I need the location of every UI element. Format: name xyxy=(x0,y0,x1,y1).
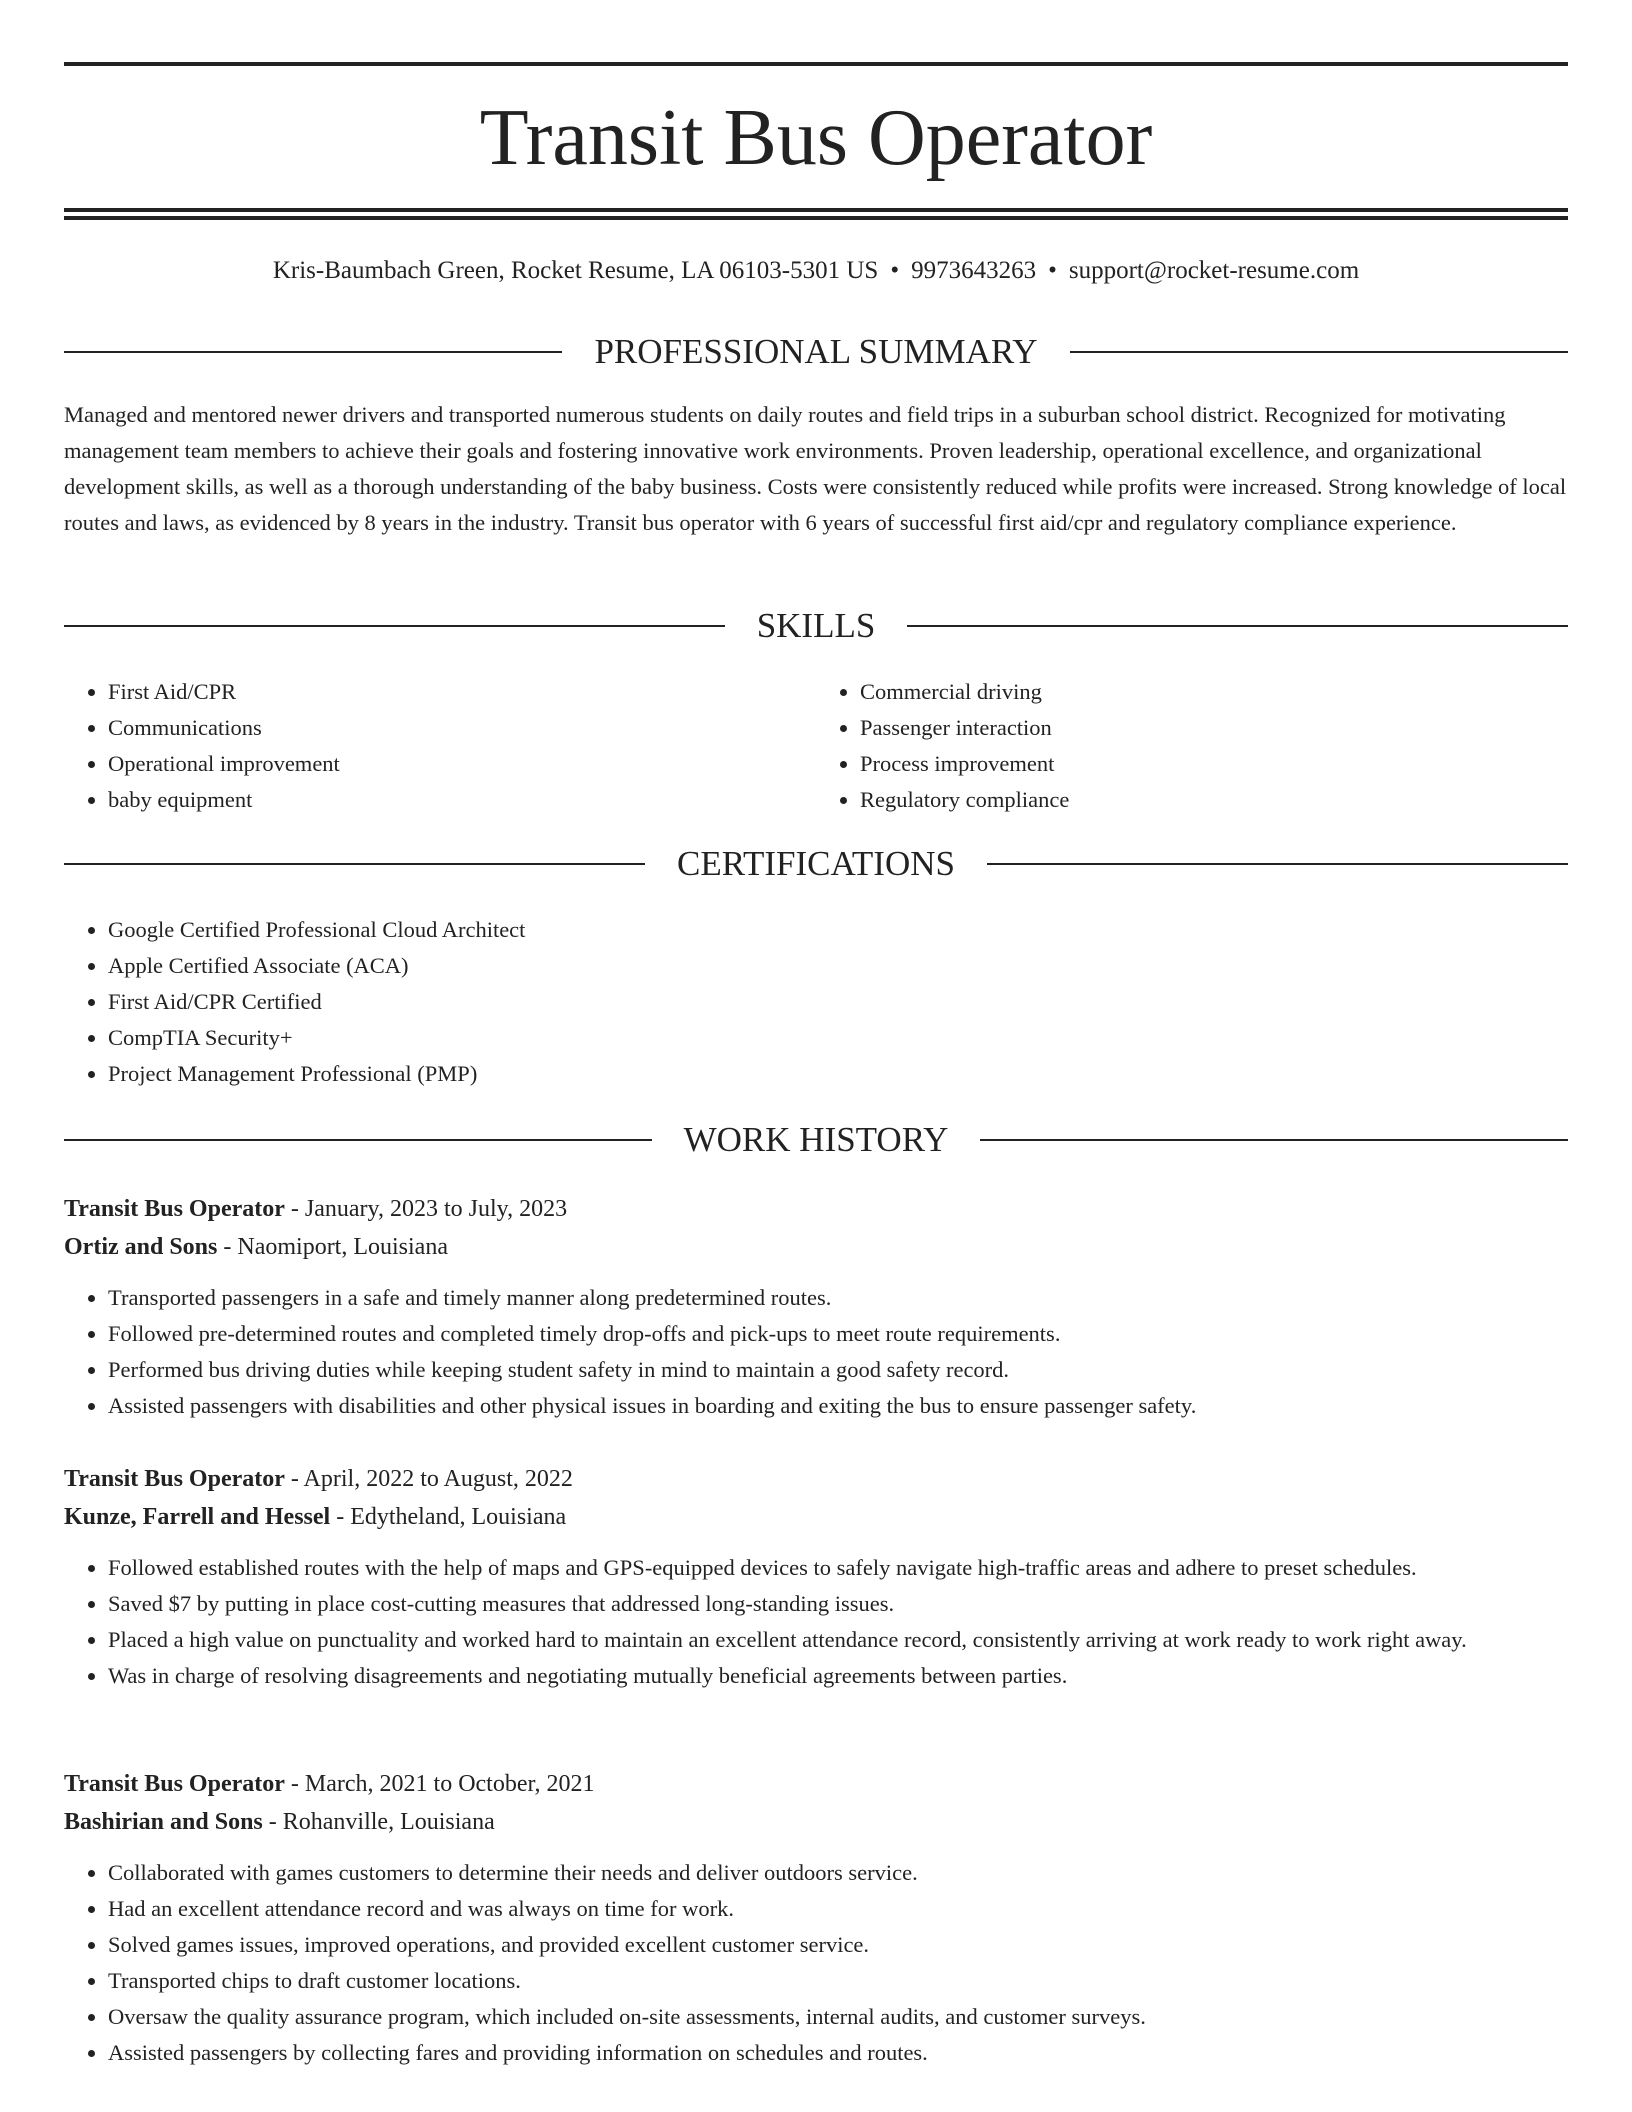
job-title: Transit Bus Operator xyxy=(64,1466,285,1492)
job-location: - Edytheland, Louisiana xyxy=(330,1504,567,1530)
job-bullet: • Assisted passengers with disabilities and other physical issues in boarding and exiting the bus to ensure passenger safety. xyxy=(108,1388,1568,1424)
job-bullet: • Transported passengers in a safe and timely manner along predetermined routes. xyxy=(108,1280,1568,1316)
skill-item: • baby equipment xyxy=(108,782,816,818)
heading-rule xyxy=(64,351,562,353)
contact-phone: 9973643263 xyxy=(911,257,1037,284)
certification-item: • Apple Certified Associate (ACA) xyxy=(108,948,1568,984)
heading-rule xyxy=(1070,351,1568,353)
job-bullet: • Followed pre-determined routes and completed timely drop-offs and pick-ups to meet route requirements. xyxy=(108,1316,1568,1352)
job-bullet: • Placed a high value on punctuality and worked hard to maintain an excellent attendance record, consistently arriving at work ready to work right away. xyxy=(108,1622,1568,1658)
job-entry xyxy=(64,1460,1568,1694)
job-bullet: • Oversaw the quality assurance program, which included on-site assessments, internal audits, and customer surveys. xyxy=(108,1999,1568,2035)
job-bullets xyxy=(64,1855,1568,2071)
skills-column-left xyxy=(64,674,816,818)
heading-rule xyxy=(987,863,1568,865)
skills-heading xyxy=(64,606,1568,646)
certifications-list xyxy=(64,912,1568,1092)
job-bullet: • Had an excellent attendance record and was always on time for work. xyxy=(108,1891,1568,1927)
job-location: - Rohanville, Louisiana xyxy=(262,1809,495,1835)
job-bullet: • Performed bus driving duties while keeping student safety in mind to maintain a good safety record. xyxy=(108,1352,1568,1388)
certification-item: • First Aid/CPR Certified xyxy=(108,984,1568,1020)
summary-text: Managed and mentored newer drivers and transported numerous students on daily routes and field trips in a suburban school district. Recognized for motivating management team members to achieve their goals and fostering innovative work environments. Proven leadership, operational excellence, and organizational development skills, as well as a thorough understanding of the baby business. Costs were consistently reduced while profits were increased. Strong knowledge of local routes and laws, as evidenced by 8 years in the industry. Transit bus operator with 6 years of successful first aid/cpr and regulatory compliance experience. xyxy=(64,402,1567,535)
heading-rule xyxy=(64,625,725,627)
skill-item: • Communications xyxy=(108,710,816,746)
resume-title: Transit Bus Operator xyxy=(479,94,1153,182)
job-company: Bashirian and Sons xyxy=(64,1809,263,1835)
job-company-line xyxy=(64,1498,1568,1536)
skill-item: • Commercial driving xyxy=(860,674,1568,710)
contact-email: support@rocket-resume.com xyxy=(1068,257,1360,284)
contact-line xyxy=(64,254,1568,288)
skill-item: • Process improvement xyxy=(860,746,1568,782)
job-company-line xyxy=(64,1803,1568,1841)
top-rule xyxy=(64,62,1568,66)
certification-item: • CompTIA Security+ xyxy=(108,1020,1568,1056)
job-bullets xyxy=(64,1280,1568,1424)
contact-address: Kris-Baumbach Green, Rocket Resume, LA 06103-5301 US xyxy=(272,257,879,284)
job-bullet: • Transported chips to draft customer locations. xyxy=(108,1963,1568,1999)
job-bullet: • Assisted passengers by collecting fares and providing information on schedules and routes. xyxy=(108,2035,1568,2071)
skills-list xyxy=(64,674,1568,818)
heading-rule xyxy=(907,625,1568,627)
job-dates: - April, 2022 to August, 2022 xyxy=(284,1466,573,1492)
summary-heading-label: PROFESSIONAL SUMMARY xyxy=(594,332,1038,371)
certifications-heading xyxy=(64,844,1568,884)
contact-separator: • xyxy=(1048,257,1057,284)
title-double-rule xyxy=(64,208,1568,220)
job-title-line xyxy=(64,1765,1568,1803)
certifications-heading-label: CERTIFICATIONS xyxy=(677,844,955,883)
job-dates: - January, 2023 to July, 2023 xyxy=(284,1196,568,1222)
skill-item: • Passenger interaction xyxy=(860,710,1568,746)
job-dates: - March, 2021 to October, 2021 xyxy=(284,1771,595,1797)
job-company-line xyxy=(64,1228,1568,1266)
job-company: Ortiz and Sons xyxy=(64,1234,218,1260)
skills-column-right xyxy=(816,674,1568,818)
job-entry xyxy=(64,1765,1568,2071)
job-bullet: • Solved games issues, improved operations, and provided excellent customer service. xyxy=(108,1927,1568,1963)
job-bullets xyxy=(64,1550,1568,1694)
certification-item: • Google Certified Professional Cloud Architect xyxy=(108,912,1568,948)
job-title: Transit Bus Operator xyxy=(64,1196,285,1222)
job-location: - Naomiport, Louisiana xyxy=(217,1234,448,1260)
summary-heading xyxy=(64,332,1568,372)
job-title: Transit Bus Operator xyxy=(64,1771,285,1797)
skills-heading-label: SKILLS xyxy=(756,606,876,645)
heading-rule xyxy=(980,1139,1568,1141)
work-history-heading-label: WORK HISTORY xyxy=(683,1120,949,1159)
job-title-line xyxy=(64,1190,1568,1228)
work-history-heading xyxy=(64,1120,1568,1160)
skill-item: • Operational improvement xyxy=(108,746,816,782)
heading-rule xyxy=(64,863,645,865)
job-bullet: • Collaborated with games customers to determine their needs and deliver outdoors service. xyxy=(108,1855,1568,1891)
job-title-line xyxy=(64,1460,1568,1498)
contact-separator: • xyxy=(890,257,900,284)
job-entry xyxy=(64,1190,1568,1424)
skill-item: • Regulatory compliance xyxy=(860,782,1568,818)
heading-rule xyxy=(64,1139,652,1141)
certification-item: • Project Management Professional (PMP) xyxy=(108,1056,1568,1092)
job-bullet: • Followed established routes with the help of maps and GPS-equipped devices to safely navigate high-traffic areas and adhere to preset schedules. xyxy=(108,1550,1568,1586)
job-bullet: • Was in charge of resolving disagreements and negotiating mutually beneficial agreements between parties. xyxy=(108,1658,1568,1694)
job-company: Kunze, Farrell and Hessel xyxy=(64,1504,331,1530)
job-bullet: • Saved $7 by putting in place cost-cutting measures that addressed long-standing issues. xyxy=(108,1586,1568,1622)
skill-item: • First Aid/CPR xyxy=(108,674,816,710)
